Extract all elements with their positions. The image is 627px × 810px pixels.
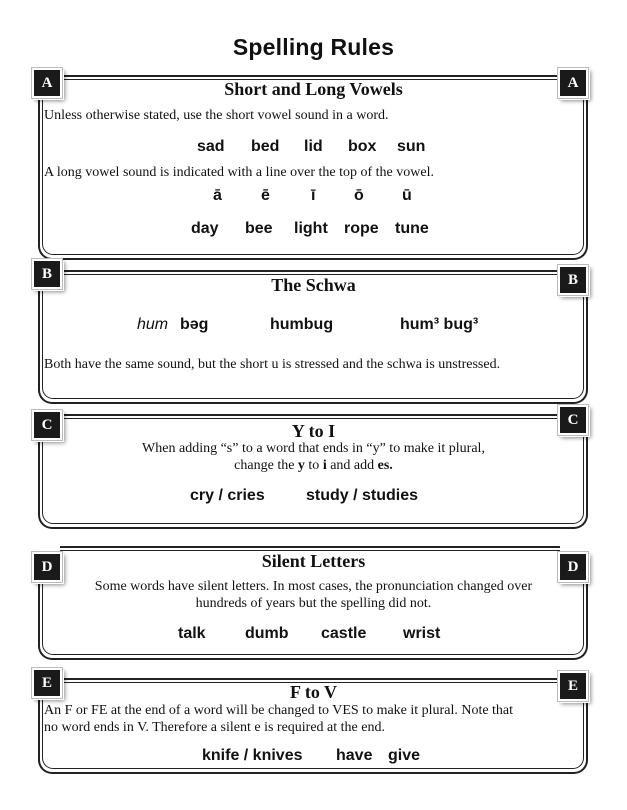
section-c-badge-right: C xyxy=(558,405,588,435)
section-b-badge-right: B xyxy=(558,265,588,295)
section-e-line1: An F or FE at the end of a word will be changed to VES to make it plural. Note that xyxy=(44,703,514,718)
long-vowel: ī xyxy=(311,187,316,204)
example-word: wrist xyxy=(403,625,441,642)
example-word: lid xyxy=(304,138,323,155)
schwa-example-3: hum³ bug³ xyxy=(400,316,479,333)
long-vowel: ō xyxy=(354,187,364,204)
section-c-examples xyxy=(0,487,627,507)
section-e-badge-left: E xyxy=(32,668,62,698)
section-a-badge-left: A xyxy=(32,68,62,98)
section-a-rule xyxy=(60,75,560,77)
example-word: dumb xyxy=(245,625,289,642)
long-vowel: ā xyxy=(213,187,222,204)
section-a-line2: A long vowel sound is indicated with a line over the top of the vowel. xyxy=(44,165,434,180)
section-d-line2: hundreds of years but the spelling did not. xyxy=(195,596,432,611)
section-d-line1: Some words have silent letters. In most cases, the pronunciation changed over xyxy=(94,579,533,594)
schwa-example-italic: hum xyxy=(137,316,169,333)
section-d-title: Silent Letters xyxy=(261,551,366,571)
section-b-examples xyxy=(0,316,627,336)
section-b-rule xyxy=(60,270,560,272)
section-e-line2: no word ends in V. Therefore a silent e is required at the end. xyxy=(44,720,385,735)
long-vowel: ū xyxy=(402,187,412,204)
example-word: tune xyxy=(395,220,429,237)
example-word: study / studies xyxy=(306,487,419,504)
example-word: sad xyxy=(197,138,225,155)
text-run-bold: y xyxy=(297,458,305,473)
section-a-line1: Unless otherwise stated, use the short vowel sound in a word. xyxy=(44,108,389,123)
example-word: knife / knives xyxy=(202,747,303,764)
example-word: rope xyxy=(344,220,379,237)
section-d-rule xyxy=(60,546,560,548)
section-c-rule-2 xyxy=(60,418,560,419)
section-a-badge-right: A xyxy=(558,68,588,98)
example-word: bed xyxy=(251,138,280,155)
section-d-badge-right: D xyxy=(558,552,588,582)
section-c-title: Y to I xyxy=(291,421,336,441)
section-a-long-examples xyxy=(0,220,627,240)
section-c-line2 xyxy=(0,457,627,474)
example-word: castle xyxy=(321,625,367,642)
section-a-long-vowels xyxy=(0,187,627,207)
example-word: talk xyxy=(178,625,206,642)
example-word: box xyxy=(348,138,377,155)
section-e-title: F to V xyxy=(290,682,337,702)
text-run: change the xyxy=(234,458,298,473)
section-b-line1: Both have the same sound, but the short u is stressed and the schwa is unstressed. xyxy=(44,357,501,372)
example-word: sun xyxy=(397,138,426,155)
section-a-short-examples xyxy=(0,138,627,158)
text-run: and add xyxy=(326,458,378,473)
text-run-bold: i xyxy=(322,458,327,473)
example-word: bee xyxy=(245,220,273,237)
page-title: Spelling Rules xyxy=(232,34,395,60)
example-word: give xyxy=(388,747,421,764)
section-b-badge-left: B xyxy=(32,259,62,289)
long-vowel: ē xyxy=(261,187,270,204)
schwa-example-2: humbug xyxy=(270,316,334,333)
section-c-badge-left: C xyxy=(32,410,62,440)
schwa-example-rest: bəg xyxy=(180,316,209,333)
section-a-title: Short and Long Vowels xyxy=(224,79,403,99)
section-d-examples xyxy=(0,625,627,645)
section-b-title: The Schwa xyxy=(271,275,356,295)
example-word: have xyxy=(336,747,373,764)
section-d-badge-left: D xyxy=(32,552,62,582)
example-word: cry / cries xyxy=(190,487,265,504)
section-c-line1: When adding “s” to a word that ends in “y” to make it plural, xyxy=(142,441,485,456)
example-word: day xyxy=(191,220,219,237)
text-run-bold: es. xyxy=(377,458,393,473)
section-c-rule xyxy=(60,414,560,416)
text-run: to xyxy=(304,458,323,473)
section-e-rule xyxy=(60,678,560,680)
section-e-badge-right: E xyxy=(558,671,588,701)
section-e-examples xyxy=(0,747,627,767)
example-word: light xyxy=(294,220,328,237)
